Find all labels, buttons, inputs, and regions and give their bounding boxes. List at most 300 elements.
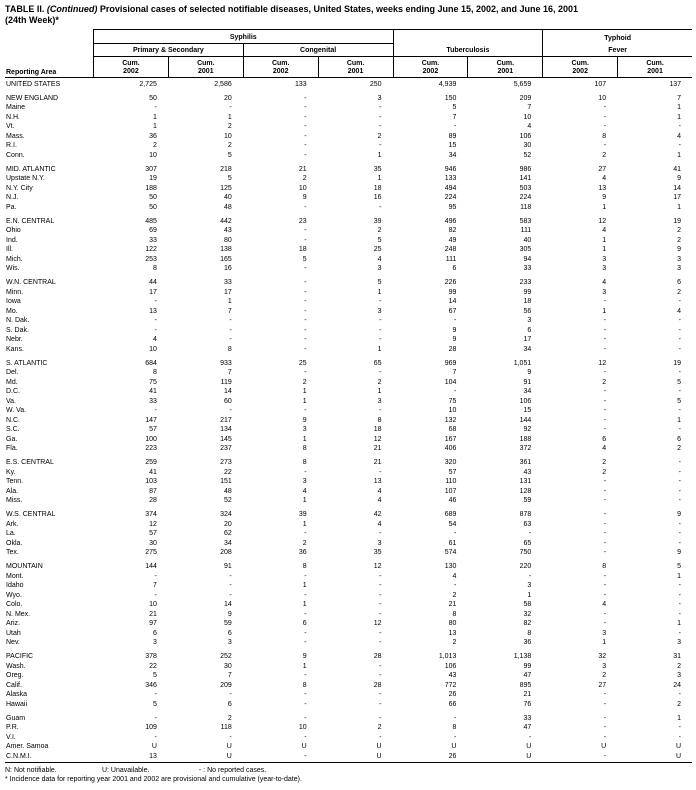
value-cell: 119 [220, 378, 232, 386]
group-header-typhoid-fever: Fever [542, 44, 692, 57]
value-cell: 4 [602, 601, 607, 608]
value-cell: 99 [523, 288, 532, 296]
value-cell: - [379, 629, 382, 637]
value-cell: 1 [602, 246, 607, 253]
value-cell: 15 [448, 142, 457, 149]
table-title-line2: (24th Week)* [5, 15, 59, 25]
value-cell: 6 [227, 629, 232, 637]
value-cell: 36 [149, 132, 157, 140]
value-cell: - [304, 407, 307, 414]
value-cell: - [304, 733, 307, 741]
value-cell: - [603, 397, 607, 405]
value-cell: - [379, 407, 382, 414]
value-cell: - [678, 326, 681, 334]
value-cell: 2 [677, 288, 681, 296]
value-cell: 8 [452, 724, 457, 731]
value-cell: 4 [377, 497, 382, 504]
value-cell: 133 [294, 80, 307, 88]
subgroup-header-primary-secondary: Primary & Secondary [93, 44, 243, 57]
value-cell: - [603, 298, 607, 305]
value-cell: - [603, 104, 607, 111]
value-cell: 21 [298, 165, 307, 173]
value-cell: 25 [373, 246, 382, 253]
table-row [5, 335, 692, 345]
table-row [5, 132, 692, 142]
reporting-area-cell: Nev. [6, 639, 20, 646]
value-cell: 485 [145, 217, 157, 225]
value-cell: 89 [448, 132, 457, 140]
value-cell: - [678, 497, 681, 504]
value-cell: 61 [448, 539, 457, 547]
value-cell: - [678, 369, 681, 376]
table-row [5, 406, 692, 416]
table-row [5, 255, 692, 265]
value-cell: 50 [149, 194, 157, 201]
value-cell: - [678, 142, 681, 149]
value-cell: - [154, 104, 157, 111]
value-cell: 1 [377, 288, 382, 296]
value-cell: - [603, 539, 607, 547]
table-header [5, 29, 692, 78]
value-cell: 10 [523, 113, 532, 121]
value-cell: - [603, 113, 607, 121]
value-cell: - [603, 511, 607, 518]
value-cell: - [454, 582, 457, 589]
value-cell: - [304, 369, 307, 376]
reporting-area-cell: E.S. CENTRAL [6, 459, 54, 466]
value-cell: 141 [519, 175, 532, 182]
value-cell: 2 [302, 539, 307, 547]
value-cell: 1 [677, 714, 681, 722]
value-cell: - [379, 582, 382, 589]
column-header-ps-cum-2002: Cum. 2002 [93, 57, 168, 77]
value-cell: 233 [519, 279, 532, 286]
value-cell: 496 [444, 217, 457, 225]
value-cell: 21 [149, 610, 157, 618]
value-cell: 4 [602, 279, 607, 286]
reporting-area-cell: Colo. [6, 601, 23, 608]
value-cell: 18 [373, 426, 382, 433]
value-cell: 43 [223, 227, 232, 234]
value-cell: - [603, 520, 607, 528]
table-row [5, 520, 692, 530]
reporting-area-cell: Upstate N.Y. [6, 175, 45, 182]
value-cell: 5 [227, 151, 232, 159]
value-cell: 118 [520, 203, 532, 211]
table-row [5, 510, 692, 520]
value-cell: 3 [302, 478, 307, 485]
value-cell: - [379, 203, 382, 211]
value-cell: - [304, 307, 307, 315]
value-cell: 131 [519, 478, 532, 485]
reporting-area-cell: Ark. [6, 520, 19, 528]
reporting-area-cell: W. Va. [6, 407, 27, 414]
value-cell: 8 [602, 132, 607, 140]
value-cell: - [304, 572, 307, 580]
value-cell: 3 [377, 265, 382, 272]
value-cell: 69 [149, 227, 157, 234]
value-cell: 36 [523, 639, 532, 646]
table-row [5, 165, 692, 175]
value-cell: 39 [298, 511, 307, 518]
value-cell: 7 [152, 582, 157, 589]
value-cell: 1 [377, 151, 382, 159]
value-cell: - [603, 142, 607, 149]
value-cell: 33 [149, 236, 157, 244]
value-cell: - [379, 104, 382, 111]
value-cell: 7 [452, 369, 457, 376]
value-cell: 2 [452, 639, 457, 646]
value-cell: 7 [677, 94, 681, 102]
value-cell: 12 [598, 359, 607, 367]
table-row [5, 151, 692, 161]
table-row [5, 477, 692, 487]
value-cell: 80 [448, 620, 457, 627]
value-cell: U [226, 743, 232, 750]
value-cell: 15 [523, 407, 532, 414]
value-cell: - [379, 336, 382, 343]
value-cell: - [379, 298, 382, 305]
value-cell: - [304, 714, 307, 722]
reporting-area-cell: Iowa [6, 298, 21, 305]
table-row [5, 387, 692, 397]
value-cell: 107 [594, 80, 607, 88]
reporting-area-cell: Wash. [6, 662, 26, 670]
value-cell: - [379, 601, 382, 608]
value-cell: 150 [444, 94, 457, 102]
value-cell: 4 [527, 123, 532, 130]
value-cell: 9 [677, 549, 681, 556]
value-cell: - [678, 407, 681, 414]
value-cell: 57 [448, 468, 457, 476]
value-cell: U [151, 743, 157, 750]
value-cell: 21 [448, 601, 457, 608]
value-cell: 5 [452, 104, 457, 111]
table-row [5, 397, 692, 407]
value-cell: 23 [298, 217, 307, 225]
reporting-area-cell: PACIFIC [6, 653, 34, 660]
value-cell: 6 [152, 629, 157, 637]
value-cell: 324 [220, 511, 232, 518]
value-cell: - [603, 549, 607, 556]
value-cell: 969 [444, 359, 457, 367]
table-row [5, 591, 692, 601]
value-cell: 2 [377, 227, 382, 234]
value-cell: 65 [373, 359, 382, 367]
value-cell: 5 [152, 672, 157, 679]
value-cell: 689 [444, 511, 457, 518]
value-cell: 41 [149, 388, 157, 395]
value-cell: 30 [523, 142, 532, 149]
value-cell: 895 [519, 681, 532, 689]
value-cell: 5 [677, 378, 681, 386]
value-cell: 144 [145, 563, 157, 570]
table-row [5, 572, 692, 582]
value-cell: 34 [223, 539, 232, 547]
value-cell: U [601, 743, 607, 750]
table-row [5, 662, 692, 672]
value-cell: - [379, 714, 382, 722]
value-cell: 494 [444, 184, 457, 192]
value-cell: - [603, 700, 607, 708]
table-row [5, 468, 692, 478]
value-cell: 62 [223, 530, 232, 537]
value-cell: 209 [220, 681, 232, 689]
table-row [5, 316, 692, 326]
table-row [5, 378, 692, 388]
value-cell: 1 [677, 572, 681, 580]
value-cell: - [603, 369, 607, 376]
value-cell: 7 [527, 104, 532, 111]
value-cell: 4 [602, 445, 607, 452]
value-cell: 406 [444, 445, 457, 452]
value-cell: 33 [523, 714, 532, 722]
value-cell: 8 [302, 563, 307, 570]
value-cell: - [678, 610, 681, 618]
value-cell: 2 [602, 151, 607, 159]
table-row [5, 539, 692, 549]
table-title-prefix: TABLE II. [5, 4, 45, 14]
value-cell: 34 [523, 388, 532, 395]
value-cell: 946 [444, 165, 457, 173]
value-cell: - [603, 123, 607, 130]
value-cell: 2 [677, 236, 681, 244]
table-row [5, 600, 692, 610]
value-cell: 14 [223, 601, 232, 608]
table-title-main: Provisional cases of selected notifiable diseases, United States, weeks ending June 15, 2002, and June 16, 2001 [99, 4, 579, 14]
table-row [5, 671, 692, 681]
value-cell: 8 [227, 345, 232, 353]
value-cell: 122 [145, 246, 157, 253]
reporting-area-cell: Hawaii [6, 700, 28, 708]
value-cell: - [603, 733, 607, 741]
table-row [5, 700, 692, 710]
value-cell: 2 [302, 378, 307, 386]
table-row [5, 264, 692, 274]
reporting-area-cell: NEW ENGLAND [6, 94, 59, 102]
value-cell: - [678, 530, 681, 537]
value-cell: 10 [149, 601, 157, 608]
reporting-area-cell: R.I. [6, 142, 17, 149]
table-row [5, 458, 692, 468]
value-cell: 48 [223, 203, 232, 211]
value-cell: 26 [448, 691, 457, 698]
value-cell: 9 [302, 416, 307, 424]
reporting-area-cell: N.J. [6, 194, 19, 201]
value-cell: 68 [448, 426, 457, 433]
reporting-area-cell: Tenn. [6, 478, 24, 485]
value-cell: 18 [523, 298, 532, 305]
value-cell: - [379, 326, 382, 334]
value-cell: - [304, 345, 307, 353]
value-cell: - [454, 317, 457, 324]
value-cell: 218 [220, 165, 232, 173]
value-cell: 106 [519, 132, 532, 140]
value-cell: 95 [448, 203, 457, 211]
value-cell: - [454, 123, 457, 130]
value-cell: - [603, 326, 607, 334]
value-cell: 21 [373, 459, 382, 466]
value-cell: 54 [448, 520, 457, 528]
value-cell: 12 [373, 563, 382, 570]
value-cell: - [304, 610, 307, 618]
value-cell: 59 [223, 620, 232, 627]
value-cell: 14 [223, 388, 232, 395]
value-cell: 118 [220, 724, 232, 731]
value-cell: - [678, 582, 681, 589]
value-cell: 6 [227, 700, 232, 708]
value-cell: - [229, 691, 232, 698]
value-cell: - [379, 142, 382, 149]
value-cell: - [678, 426, 681, 433]
value-cell: 5 [677, 563, 681, 570]
value-cell: 4 [452, 572, 457, 580]
value-cell: 305 [519, 246, 532, 253]
value-cell: - [528, 572, 532, 580]
value-cell: 8 [302, 459, 307, 466]
value-cell: 4,939 [438, 80, 457, 88]
table-row [5, 193, 692, 203]
value-cell: - [603, 530, 607, 537]
value-cell: 94 [523, 255, 532, 263]
table-row [5, 690, 692, 700]
value-cell: 128 [519, 487, 532, 495]
value-cell: 76 [523, 700, 532, 708]
reporting-area-cell: Miss. [6, 497, 23, 504]
value-cell: 1 [377, 345, 382, 353]
reporting-area-cell: Utah [6, 629, 21, 637]
table-row [5, 733, 692, 743]
value-cell: 1 [227, 113, 232, 121]
value-cell: 2 [227, 714, 232, 722]
value-cell: 2 [602, 468, 607, 476]
value-cell: - [678, 591, 681, 599]
value-cell: 16 [373, 194, 382, 201]
value-cell: - [603, 416, 607, 424]
value-cell: 7 [227, 307, 232, 315]
table-row [5, 113, 692, 123]
value-cell: - [678, 123, 681, 130]
value-cell: 10 [298, 724, 307, 731]
value-cell: - [678, 388, 681, 395]
value-cell: 8 [302, 445, 307, 452]
column-header-typhoid-cum-2001: Cum. 2001 [617, 57, 692, 77]
value-cell: - [379, 591, 382, 599]
value-cell: 188 [145, 184, 157, 192]
value-cell: 224 [444, 194, 457, 201]
value-cell: 503 [519, 184, 532, 192]
value-cell: - [304, 227, 307, 234]
value-cell: 1 [302, 601, 307, 608]
value-cell: 46 [448, 497, 457, 504]
table-row [5, 326, 692, 336]
value-cell: 5 [677, 397, 681, 405]
value-cell: 1 [302, 662, 307, 670]
value-cell: 107 [444, 487, 457, 495]
value-cell: 9 [677, 511, 681, 518]
value-cell: 3 [527, 582, 532, 589]
table-title-continued: (Continued) [46, 4, 98, 14]
table-row [5, 103, 692, 113]
value-cell: 2 [377, 724, 382, 731]
group-header-typhoid: Typhoid [542, 29, 692, 44]
value-cell: 49 [448, 236, 457, 244]
value-cell: 3 [302, 426, 307, 433]
value-cell: - [603, 426, 607, 433]
value-cell: - [304, 113, 307, 121]
value-cell: - [229, 733, 232, 741]
value-cell: 30 [223, 662, 232, 670]
value-cell: 253 [145, 255, 157, 263]
value-cell: 109 [145, 724, 157, 731]
value-cell: - [603, 591, 607, 599]
value-cell: 82 [523, 620, 532, 627]
value-cell: - [603, 317, 607, 324]
value-cell: 32 [598, 653, 607, 660]
value-cell: - [528, 733, 532, 741]
value-cell: - [678, 478, 681, 485]
value-cell: 19 [673, 359, 681, 367]
value-cell: - [304, 639, 307, 646]
value-cell: 7 [452, 113, 457, 121]
value-cell: 2 [602, 378, 607, 386]
value-cell: 66 [448, 700, 457, 708]
value-cell: - [229, 326, 232, 334]
reporting-area-cell: Kans. [6, 345, 24, 353]
value-cell: 209 [519, 94, 532, 102]
reporting-area-cell: S. Dak. [6, 326, 29, 334]
table-row [5, 236, 692, 246]
value-cell: 6 [302, 620, 307, 627]
value-cell: 47 [523, 724, 532, 731]
reporting-area-cell: Va. [6, 397, 16, 405]
value-cell: 2 [302, 175, 307, 182]
value-cell: 9 [677, 175, 681, 182]
value-cell: - [304, 265, 307, 272]
value-cell: 361 [519, 459, 532, 466]
value-cell: 48 [223, 487, 232, 495]
reporting-area-cell: Conn. [6, 151, 25, 159]
value-cell: 12 [373, 620, 382, 627]
value-cell: 8 [302, 681, 307, 689]
reporting-area-cell: N.H. [6, 113, 20, 121]
value-cell: - [304, 629, 307, 637]
value-cell: 21 [373, 445, 382, 452]
value-cell: 7 [227, 672, 232, 679]
value-cell: - [304, 752, 307, 760]
value-cell: 220 [519, 563, 532, 570]
value-cell: 2 [677, 662, 681, 670]
value-cell: - [304, 123, 307, 130]
value-cell: 31 [673, 653, 681, 660]
value-cell: 137 [669, 80, 681, 88]
value-cell: 1 [677, 113, 681, 121]
value-cell: 165 [220, 255, 232, 263]
reporting-area-cell: Vt. [6, 123, 15, 130]
value-cell: 145 [220, 435, 232, 443]
value-cell: 1 [677, 416, 681, 424]
value-cell: 878 [519, 511, 532, 518]
value-cell: - [678, 539, 681, 547]
value-cell: 132 [444, 416, 457, 424]
value-cell: 8 [527, 629, 532, 637]
table-row [5, 681, 692, 691]
table-row [5, 203, 692, 213]
value-cell: 13 [598, 184, 607, 192]
value-cell: 52 [523, 151, 532, 159]
value-cell: - [603, 478, 607, 485]
column-header-typhoid-cum-2002: Cum. 2002 [542, 57, 617, 77]
